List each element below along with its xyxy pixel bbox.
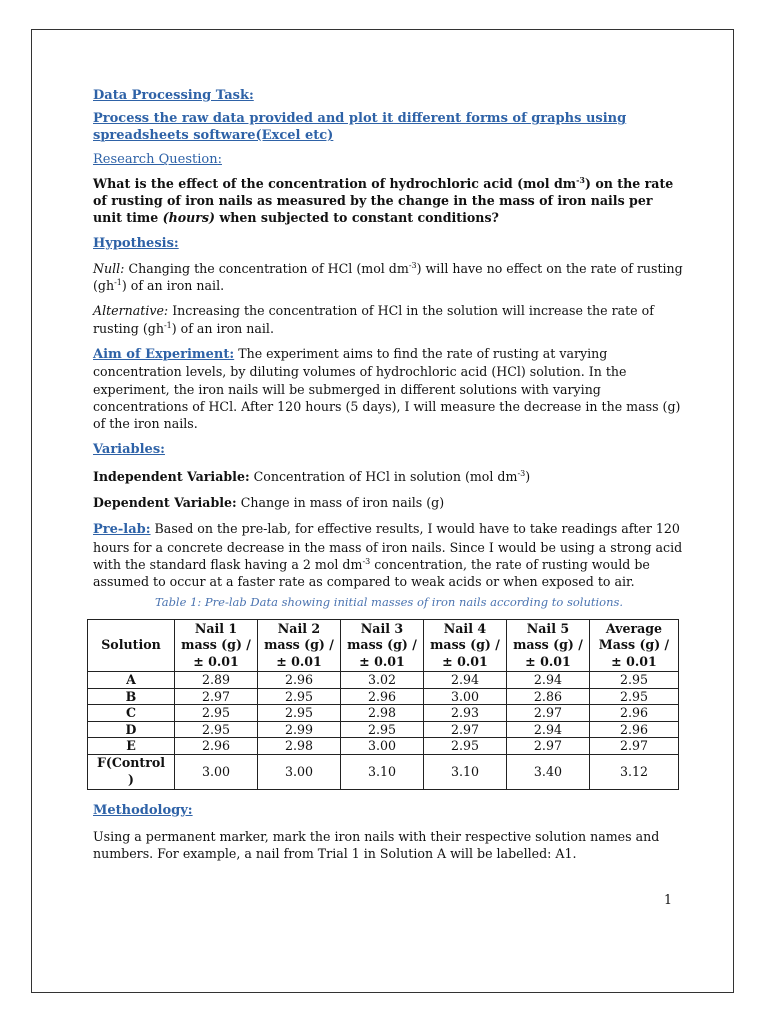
- table-cell: 2.89: [175, 672, 258, 689]
- alt-part2: ) of an iron nail.: [171, 320, 274, 336]
- prelab-paragraph: [93, 520, 685, 590]
- header-line: mass (g) /: [430, 637, 500, 653]
- header-line: Nail 2: [277, 620, 321, 636]
- header-line: ± 0.01: [442, 653, 488, 669]
- dependent-label: Dependent Variable:: [93, 495, 237, 511]
- task-heading: Data Processing Task:: [93, 88, 254, 103]
- independent-sup: -3: [517, 468, 526, 478]
- header-line: mass (g) /: [264, 637, 334, 653]
- row-label-line: A: [126, 672, 136, 688]
- prelab-data-table: [87, 619, 679, 790]
- table-caption: Table 1: Pre-lab Data showing initial masses of iron nails according to solutions.: [154, 594, 624, 609]
- independent-variable: [93, 468, 685, 485]
- prelab-part2: concentration, the rate of rusting would be assumed to occur at a faster rate as compared to weak acids or when exposed to air.: [93, 556, 650, 590]
- table-header-cell: [88, 619, 175, 672]
- dependent-text: Change in mass of iron nails (g): [236, 495, 445, 511]
- row-label-line: E: [126, 738, 136, 754]
- table-cell: 3.00: [423, 688, 506, 705]
- table-header-cell: [589, 619, 678, 672]
- header-line: ± 0.01: [611, 653, 657, 669]
- row-label: [88, 721, 175, 738]
- header-line: Solution: [101, 637, 161, 653]
- table-cell: 2.94: [423, 672, 506, 689]
- row-label: [88, 754, 175, 789]
- hypothesis-alternative: [93, 302, 685, 337]
- prelab-sup: -3: [362, 556, 371, 566]
- null-part1: Changing the concentration of HCl (mol dm: [124, 260, 409, 276]
- table-cell: 2.95: [258, 688, 341, 705]
- table-cell: 2.96: [589, 705, 678, 722]
- research-heading-colon: :: [217, 152, 222, 168]
- table-cell: 3.40: [506, 754, 589, 789]
- methodology-text: Using a permanent marker, mark the iron nails with their respective solution names and numbers. For example, a nail from Trial 1 in Solution A will be labelled: A1.: [93, 829, 660, 862]
- dependent-variable: [93, 494, 685, 511]
- hypothesis-heading: Hypothesis:: [93, 236, 179, 252]
- table-cell: 2.97: [506, 705, 589, 722]
- table-cell: 2.98: [258, 738, 341, 755]
- table-cell: 3.00: [175, 754, 258, 789]
- row-label: [88, 672, 175, 689]
- table-cell: 2.96: [258, 672, 341, 689]
- header-line: ± 0.01: [359, 653, 405, 669]
- header-line: mass (g) /: [181, 637, 251, 653]
- aim-paragraph: [93, 345, 685, 432]
- research-q-part1: What is the effect of the concentration of hydrochloric acid (mol dm: [93, 175, 577, 191]
- header-line: Average: [605, 620, 663, 636]
- header-line: Nail 5: [526, 620, 570, 636]
- table-cell: 2.95: [258, 705, 341, 722]
- table-cell: 2.97: [423, 721, 506, 738]
- table-row: [88, 738, 679, 755]
- row-label-line: ): [128, 771, 134, 787]
- table-cell: 3.10: [423, 754, 506, 789]
- table-cell: 2.95: [589, 672, 678, 689]
- row-label: [88, 705, 175, 722]
- table-cell: 3.12: [589, 754, 678, 789]
- null-sup1: -3: [408, 260, 417, 270]
- research-q-sup: -3: [576, 174, 585, 185]
- table-cell: 3.00: [340, 738, 423, 755]
- table-row: [88, 721, 679, 738]
- alt-label: Alternative:: [93, 303, 169, 319]
- research-q-hours: (hours): [162, 210, 215, 226]
- header-line: mass (g) /: [347, 637, 417, 653]
- table-cell: 2.86: [506, 688, 589, 705]
- header-line: ± 0.01: [193, 653, 239, 669]
- prelab-part1: Based on the pre-lab, for effective results, I would have to take readings after 120 hours for a concrete decrease in the mass of iron nails. Since I would be using a strong acid with the standard flask having a 2 mol dm: [93, 521, 683, 572]
- page-number: 1: [664, 892, 673, 907]
- alt-part1: Increasing the concentration of HCl in the solution will increase the rate of rusting (gh: [93, 303, 654, 336]
- table-cell: 2.95: [423, 738, 506, 755]
- research-heading: [93, 151, 685, 168]
- table-cell: 2.95: [340, 721, 423, 738]
- table-body: [88, 672, 679, 790]
- table-cell: 2.95: [175, 721, 258, 738]
- table-cell: 2.95: [589, 688, 678, 705]
- header-line: ± 0.01: [525, 653, 571, 669]
- table-row: [88, 672, 679, 689]
- header-line: ± 0.01: [276, 653, 322, 669]
- table-cell: 2.95: [175, 705, 258, 722]
- table-cell: 2.97: [175, 688, 258, 705]
- null-sup2: -1: [114, 277, 122, 287]
- table-row: [88, 705, 679, 722]
- table-header-cell: [506, 619, 589, 672]
- row-label-line: C: [125, 705, 137, 721]
- aim-text: The experiment aims to find the rate of rusting at varying concentration levels, by diluting volumes of hydrochloric acid (HCl) solution. In the experiment, the iron nails will be submerged in different solutions with varying concentrations of HCl. After 120 hours (5 days), I will measure the decrease in the mass (g) of the iron nails.: [93, 345, 681, 432]
- null-part2: ) will have no effect on the rate of rusting (gh: [93, 260, 683, 294]
- table-cell: 2.98: [340, 705, 423, 722]
- table-cell: 3.00: [258, 754, 341, 789]
- table-header-cell: [340, 619, 423, 672]
- header-line: Nail 1: [194, 620, 238, 636]
- independent-part2: ): [525, 468, 531, 484]
- row-label-line: F(Control: [96, 755, 166, 771]
- table-cell: 2.96: [340, 688, 423, 705]
- table-cell: 2.94: [506, 672, 589, 689]
- table-header-cell: [423, 619, 506, 672]
- header-line: Nail 4: [443, 620, 487, 636]
- header-line: Nail 3: [360, 620, 404, 636]
- research-heading-label: Research Question: [93, 152, 218, 168]
- null-part3: ) of an iron nail.: [121, 278, 225, 294]
- header-line: mass (g) /: [513, 637, 583, 653]
- table-row: [88, 688, 679, 705]
- table-cell: 3.02: [340, 672, 423, 689]
- research-question: [93, 175, 685, 227]
- prelab-label: Pre-lab:: [93, 522, 151, 538]
- table-cell: 2.97: [506, 738, 589, 755]
- table-cell: 3.10: [340, 754, 423, 789]
- table-cell: 2.96: [175, 738, 258, 755]
- variables-heading: Variables:: [93, 442, 165, 458]
- table-header-cell: [258, 619, 341, 672]
- table-cell: 2.96: [589, 721, 678, 738]
- row-label: [88, 688, 175, 705]
- hypothesis-null: [93, 260, 685, 295]
- null-label: Null:: [93, 260, 125, 276]
- methodology-heading: Methodology:: [93, 802, 193, 818]
- document-body: [93, 87, 685, 871]
- table-row: [88, 754, 679, 789]
- header-line: Mass (g) /: [598, 637, 670, 653]
- table-cell: 2.93: [423, 705, 506, 722]
- row-label-line: B: [125, 688, 137, 704]
- aim-label: Aim of Experiment:: [93, 346, 235, 362]
- table-header-row: [88, 619, 679, 672]
- row-label-line: D: [125, 721, 137, 737]
- table-cell: 2.97: [589, 738, 678, 755]
- independent-part1: Concentration of HCl in solution (mol dm: [249, 468, 518, 484]
- research-q-part2: ) on the rate of rusting of iron nails as measured by the change in the mass of iron nails per unit time: [93, 175, 674, 226]
- independent-label: Independent Variable:: [93, 468, 250, 484]
- alt-sup: -1: [163, 320, 172, 330]
- row-label: [88, 738, 175, 755]
- research-q-part3: when subjected to constant conditions?: [214, 210, 499, 226]
- table-cell: 2.94: [506, 721, 589, 738]
- table-cell: 2.99: [258, 721, 341, 738]
- table-header-cell: [175, 619, 258, 672]
- task-text: Process the raw data provided and plot it different forms of graphs using spreadsheets software(Excel etc): [93, 111, 627, 143]
